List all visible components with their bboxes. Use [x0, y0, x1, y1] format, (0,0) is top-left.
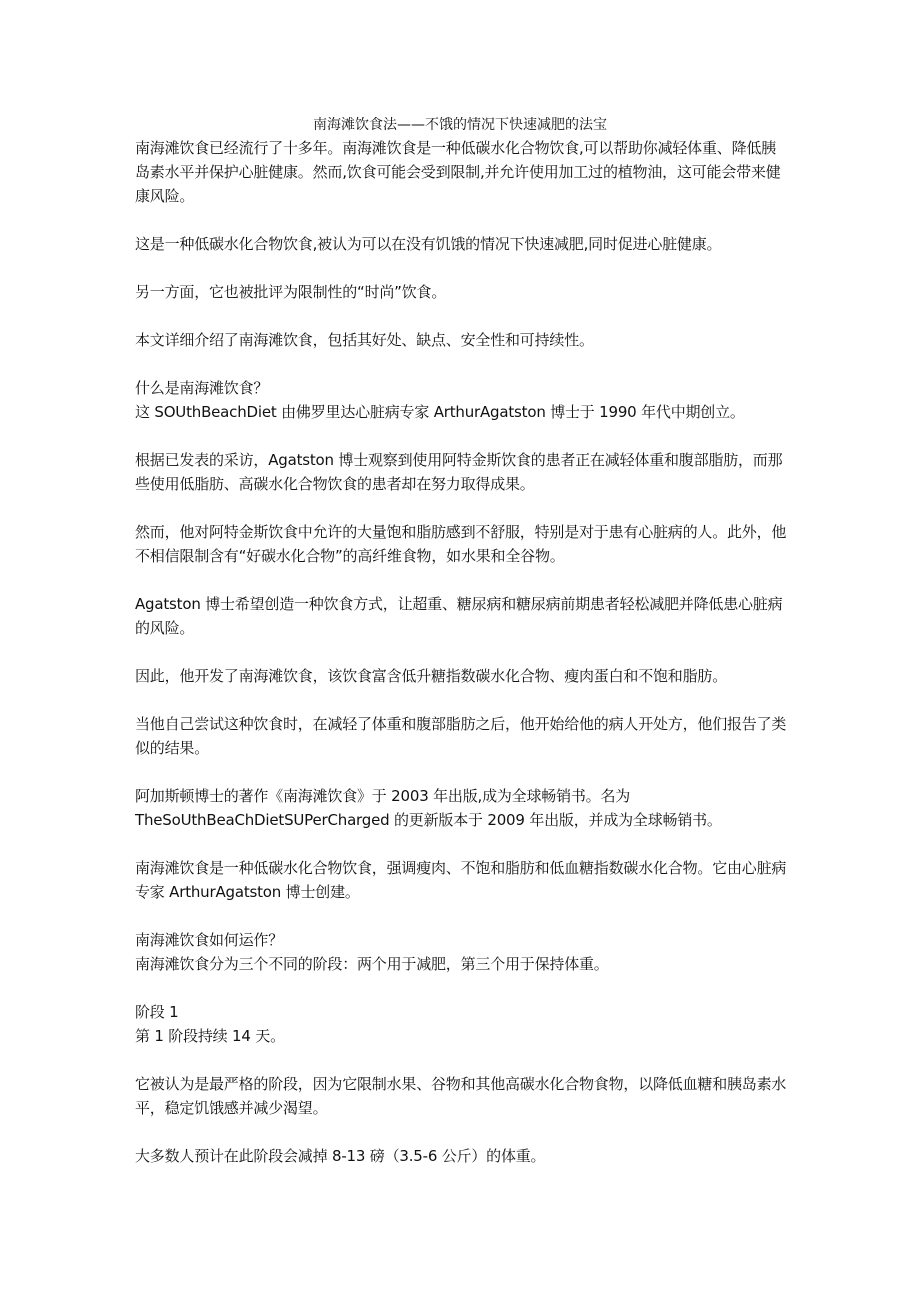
paragraph: 本文详细介绍了南海滩饮食，包括其好处、缺点、安全性和可持续性。 — [135, 331, 594, 349]
paragraph-intro: 南海滩饮食已经流行了十多年。南海滩饮食是一种低碳水化合物饮食,可以帮助你减轻体重、降低胰岛素水平并保护心脏健康。然而,饮食可能会受到限制,并允许使用加工过的植物油，这可能会带来健康风险。 — [135, 139, 781, 205]
paragraph: 然而，他对阿特金斯饮食中允许的大量饱和脂肪感到不舒服，特别是对于患有心脏病的人。此外，他不相信限制含有“好碳水化合物”的高纤维食物，如水果和全谷物。 — [135, 523, 787, 565]
paragraph: 它被认为是最严格的阶段，因为它限制水果、谷物和其他高碳水化合物食物，以降低血糖和胰岛素水平，稳定饥饿感并减少渴望。 — [135, 1075, 787, 1117]
section-heading-what-is: 什么是南海滩饮食？ — [135, 379, 269, 397]
paragraph: 第 1 阶段持续 14 天。 — [135, 1027, 285, 1045]
document-title: 南海滩饮食法——不饿的情况下快速减肥的法宝 — [313, 117, 607, 133]
paragraph: 南海滩饮食分为三个不同的阶段：两个用于减肥，第三个用于保持体重。 — [135, 955, 609, 973]
paragraph: 因此，他开发了南海滩饮食，该饮食富含低升糖指数碳水化合物、瘦肉蛋白和不饱和脂肪。 — [135, 667, 728, 685]
paragraph: 这是一种低碳水化合物饮食,被认为可以在没有饥饿的情况下快速减肥,同时促进心脏健康。 — [135, 235, 722, 253]
section-heading-phase-1: 阶段 1 — [135, 1003, 179, 1021]
paragraph: 当他自己尝试这种饮食时，在减轻了体重和腹部脂肪之后，他开始给他的病人开处方，他们报告了类似的结果。 — [135, 715, 787, 757]
section-heading-how-it-works: 南海滩饮食如何运作？ — [135, 931, 284, 949]
paragraph: 大多数人预计在此阶段会减掉 8-13 磅（3.5-6 公斤）的体重。 — [135, 1147, 546, 1165]
paragraph-summary: 南海滩饮食是一种低碳水化合物饮食，强调瘦肉、不饱和脂肪和低血糖指数碳水化合物。它由心脏病专家 ArthurAgatston 博士创建。 — [135, 859, 787, 901]
paragraph: Agatston 博士希望创造一种饮食方式，让超重、糖尿病和糖尿病前期患者轻松减肥并降低患心脏病的风险。 — [135, 595, 783, 637]
document-body — [135, 136, 790, 1192]
paragraph: 这 SOUthBeachDiet 由佛罗里达心脏病专家 ArthurAgatston 博士于 1990 年代中期创立。 — [135, 403, 745, 421]
paragraph: 根据已发表的采访，Agatston 博士观察到使用阿特金斯饮食的患者正在减轻体重和腹部脂肪，而那些使用低脂肪、高碳水化合物饮食的患者却在努力取得成果。 — [135, 451, 783, 493]
paragraph: 阿加斯顿博士的著作《南海滩饮食》于 2003 年出版,成为全球畅销书。名为 TheSoUthBeaChDietSUPerCharged 的更新版本于 2009 年出版，并成为全球畅销书。 — [135, 787, 722, 829]
paragraph: 另一方面，它也被批评为限制性的“时尚”饮食。 — [135, 283, 447, 301]
